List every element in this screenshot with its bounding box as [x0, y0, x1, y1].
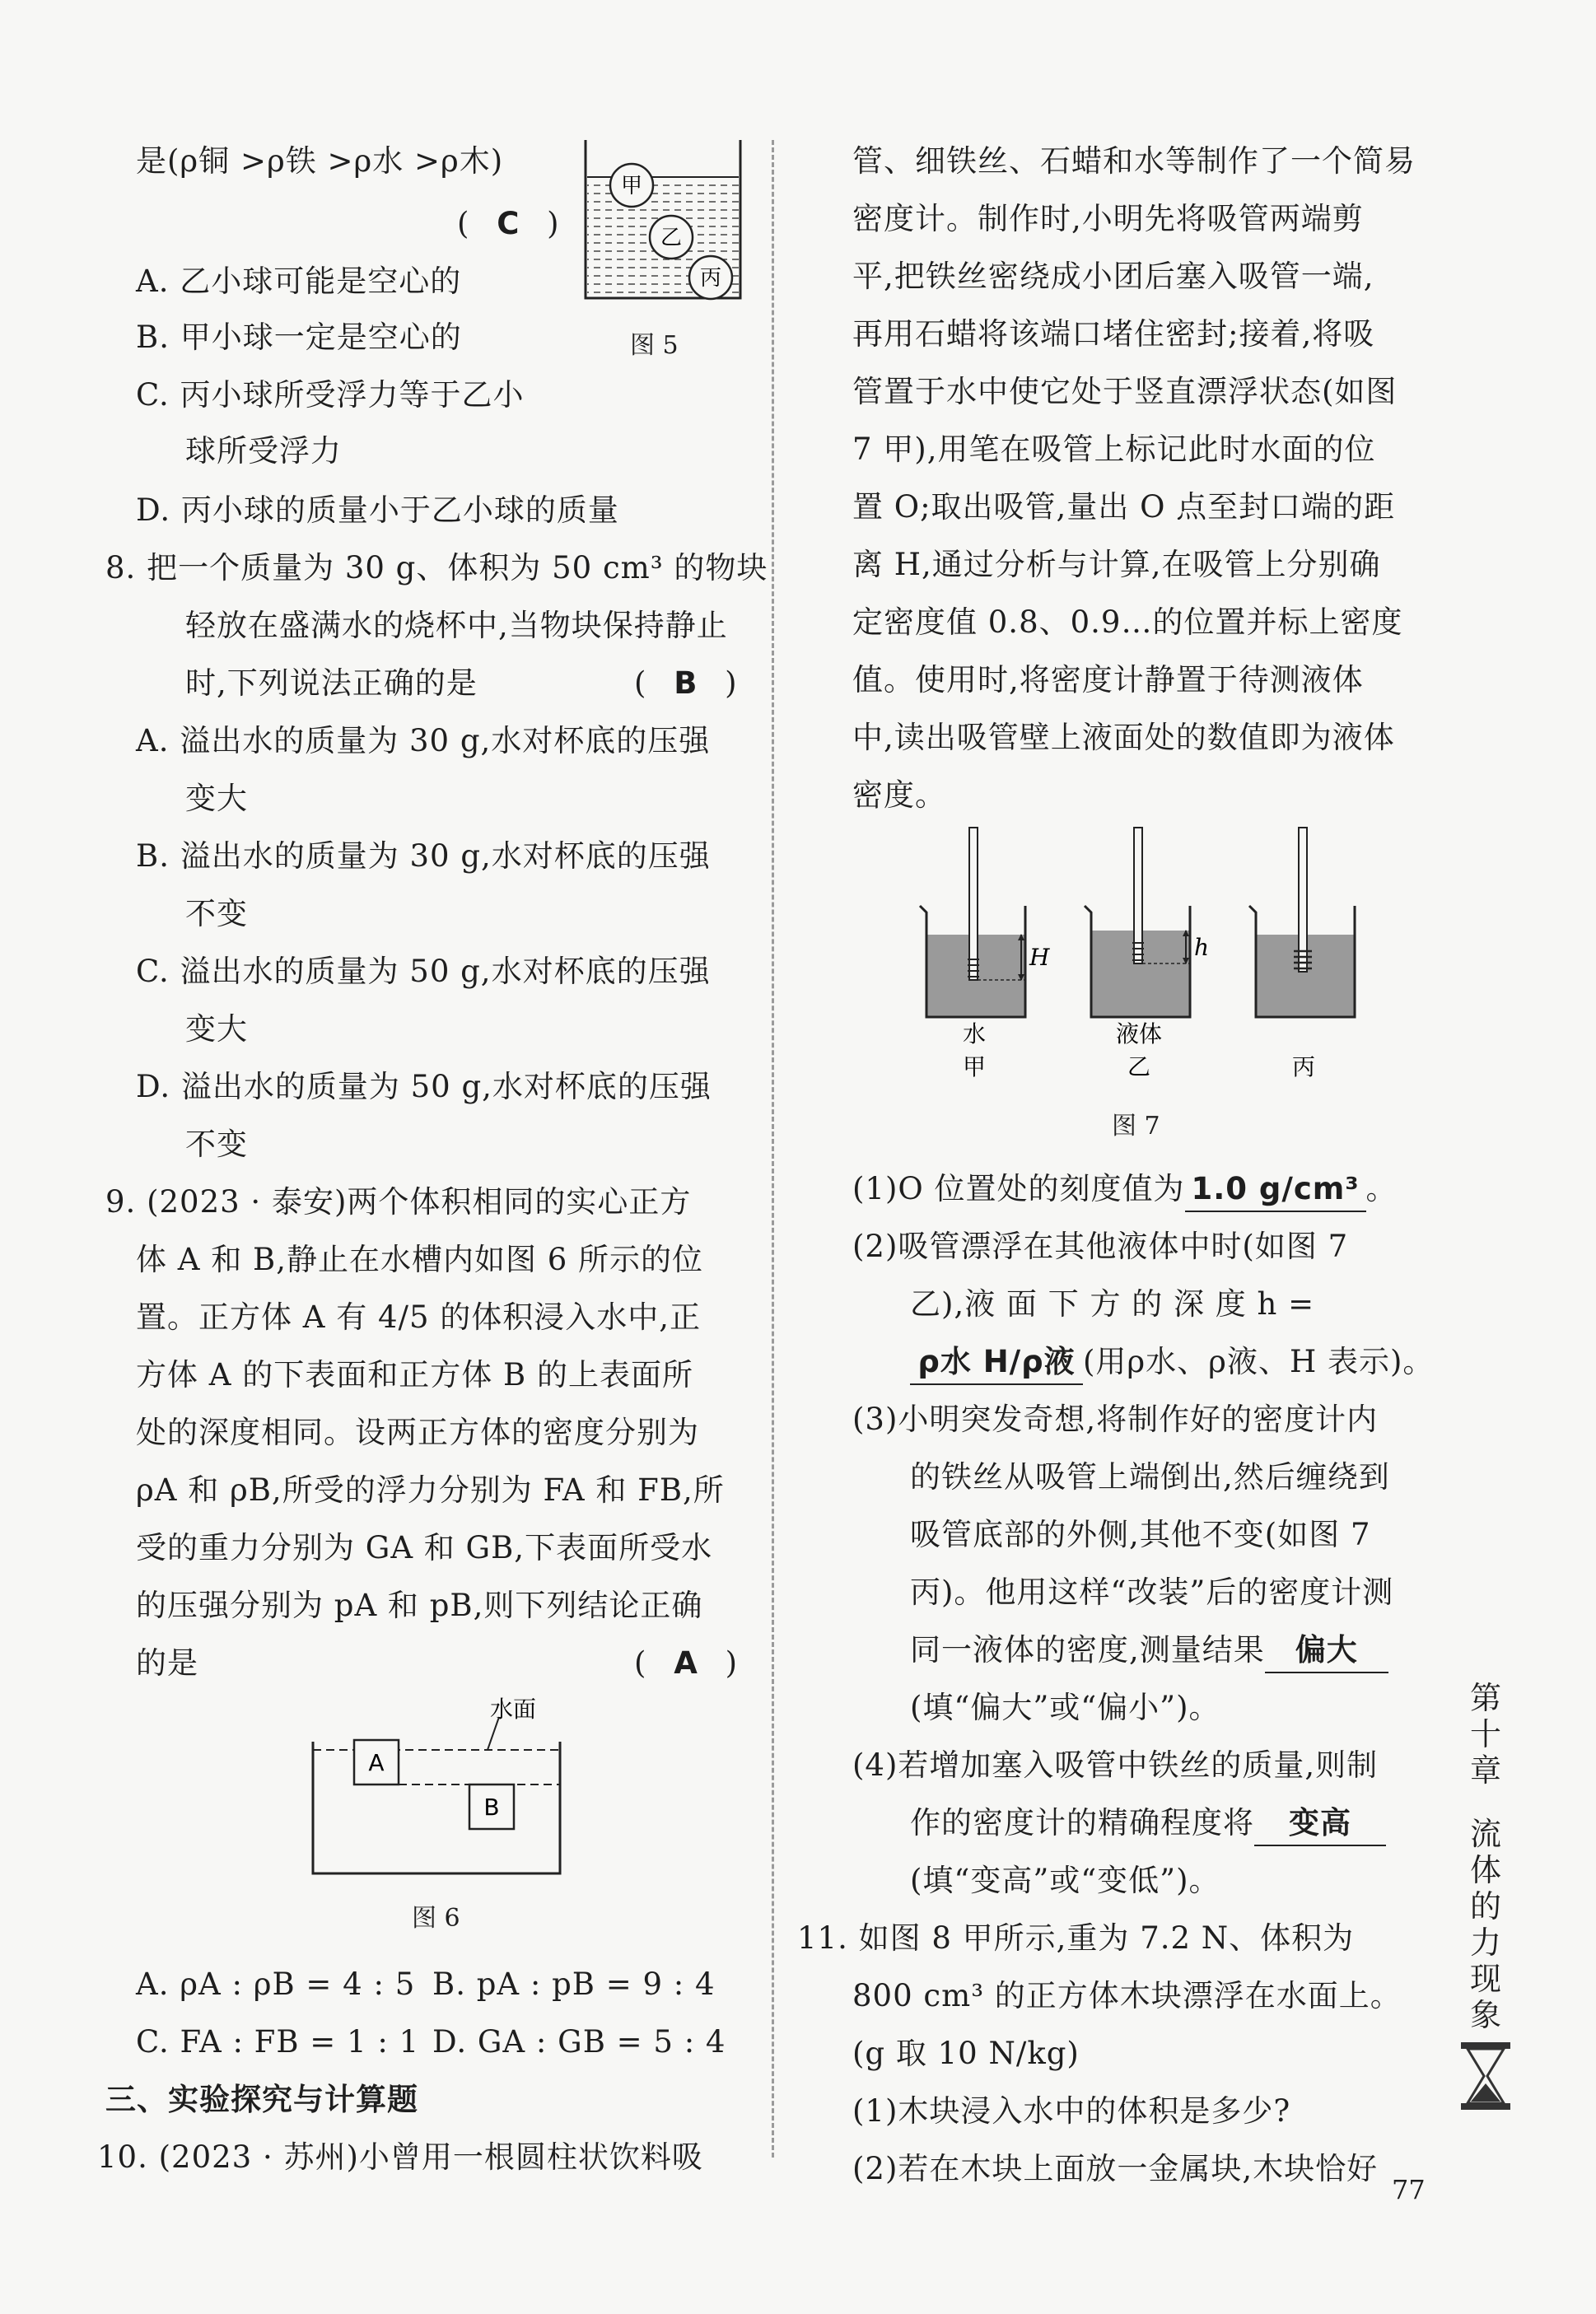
q8-answer-bracket: ( B )	[634, 665, 737, 701]
figure-5-caption: 图 5	[630, 331, 679, 360]
q11-stem-line: 11. 如图 8 甲所示,重为 7.2 N、体积为	[797, 1920, 1355, 1956]
q7-option-b: B. 甲小球一定是空心的	[136, 320, 462, 355]
q10-text-line: 定密度值 0.8、0.9…的位置并标上密度	[852, 604, 1403, 640]
height-label-h: h	[1194, 934, 1210, 961]
ball-jia-label: 甲	[620, 174, 643, 198]
q9-option-a: A. ρA : ρB = 4 : 5	[136, 1966, 416, 2002]
q8-option-a: A. 溢出水的质量为 30 g,水对杯底的压强	[136, 723, 711, 758]
q9-stem-line: 9. (2023 · 泰安)两个体积相同的实心正方	[105, 1184, 692, 1220]
page-number: 77	[1392, 2174, 1426, 2205]
ball-yi-label: 乙	[660, 226, 683, 250]
q10-sub3-cont: 同一液体的密度,测量结果 偏大	[910, 1629, 1388, 1673]
q7-option-a: A. 乙小球可能是空心的	[136, 264, 462, 299]
q10-sub3-cont: 吸管底部的外侧,其他不变(如图 7	[910, 1517, 1371, 1552]
q9-stem-line: 置。正方体 A 有 4/5 的体积浸入水中,正	[136, 1299, 702, 1335]
q9-stem-line: 处的深度相同。设两正方体的密度分别为	[136, 1415, 699, 1450]
q9-answer-bracket: ( A )	[634, 1645, 738, 1681]
q11-stem-line: 800 cm³ 的正方体木块漂浮在水面上。	[852, 1978, 1402, 2013]
beaker-2-liquid: 液体	[1115, 1020, 1163, 1047]
q8-answer: B	[674, 665, 698, 701]
figure-6-container	[305, 1692, 576, 1882]
q10-sub3-cont: 的铁丝从吸管上端倒出,然后缠绕到	[910, 1459, 1390, 1495]
q8-option-c-cont: 变大	[185, 1011, 248, 1047]
q10-sub2: (2)吸管漂浮在其他液体中时(如图 7	[852, 1229, 1349, 1264]
q11-sub1: (1)木块浸入水中的体积是多少?	[852, 2093, 1291, 2129]
water-surface-label: 水面	[490, 1696, 537, 1723]
height-label-H: H	[1029, 944, 1050, 971]
q11-sub2: (2)若在木块上面放一金属块,木块恰好	[852, 2151, 1379, 2186]
beaker-3-label: 丙	[1291, 1053, 1316, 1080]
q8-option-d-cont: 不变	[185, 1127, 248, 1162]
q10-sub2-cont: 乙),液 面 下 方 的 深 度 h =	[910, 1286, 1315, 1322]
q10-sub2-answer: ρ水 H/ρ液	[910, 1341, 1083, 1385]
q9-answer: A	[674, 1645, 698, 1681]
q9-option-d: D. GA : GB = 5 : 4	[432, 2024, 726, 2060]
q10-text-line: 7 甲),用笔在吸管上标记此时水面的位	[852, 432, 1376, 467]
q10-sub3-answer: 偏大	[1265, 1629, 1388, 1673]
q10-sub3-cont: (填“偏大”或“偏小”)。	[910, 1690, 1220, 1725]
q8-stem-line: 8. 把一个质量为 30 g、体积为 50 cm³ 的物块	[105, 550, 768, 585]
cube-b-label: B	[483, 1794, 500, 1821]
q8-option-d: D. 溢出水的质量为 50 g,水对杯底的压强	[136, 1069, 712, 1104]
q9-option-c: C. FA : FB = 1 : 1	[136, 2024, 420, 2060]
q8-stem-line: 轻放在盛满水的烧杯中,当物块保持静止	[185, 608, 728, 643]
section-title: 三、实验探究与计算题	[105, 2082, 418, 2117]
cube-a-label: A	[368, 1749, 385, 1776]
q8-stem-line: 时,下列说法正确的是	[185, 665, 478, 701]
q8-option-c: C. 溢出水的质量为 50 g,水对杯底的压强	[136, 954, 711, 989]
q10-text-line: 中,读出吸管壁上液面处的数值即为液体	[852, 720, 1395, 755]
q10-text-line: 管置于水中使它处于竖直漂浮状态(如图	[852, 374, 1398, 409]
q10-text-line: 值。使用时,将密度计静置于待测液体	[852, 662, 1364, 697]
beaker-1-label: 甲	[962, 1053, 987, 1080]
q10-text-line: 再用石蜡将该端口堵住密封;接着,将吸	[852, 316, 1375, 352]
q9-stem-line: 体 A 和 B,静止在水槽内如图 6 所示的位	[136, 1242, 704, 1277]
q9-stem-line: 受的重力分别为 GA 和 GB,下表面所受水	[136, 1530, 713, 1565]
q10-text-line: 密度。	[852, 777, 946, 813]
beaker-1-liquid: 水	[962, 1020, 987, 1047]
q7-answer: C	[497, 206, 520, 241]
q10-sub4-cont: (填“变高”或“变低”)。	[910, 1863, 1220, 1898]
q9-stem-line: 的压强分别为 pA 和 pB,则下列结论正确	[136, 1588, 703, 1623]
q10-sub3-cont: 丙)。他用这样“改装”后的密度计测	[910, 1575, 1394, 1610]
q9-option-b: B. pA : pB = 9 : 4	[432, 1966, 716, 2002]
side-tab-title: 流体的力现象	[1469, 1816, 1501, 2033]
q10-text-line: 置 O;取出吸管,量出 O 点至封口端的距	[852, 489, 1396, 525]
q9-stem-line: 方体 A 的下表面和正方体 B 的上表面所	[136, 1357, 693, 1393]
figure-5-container	[581, 140, 745, 309]
q7-stem-line: 是(ρ铜 >ρ铁 >ρ水 >ρ木)	[136, 143, 504, 179]
q8-option-a-cont: 变大	[185, 781, 248, 816]
q7-answer-bracket: ( C )	[457, 206, 559, 241]
beaker-2-label: 乙	[1127, 1053, 1151, 1080]
q10-text-line: 密度计。制作时,小明先将吸管两端剪	[852, 201, 1364, 236]
q10-text-line: 离 H,通过分析与计算,在吸管上分别确	[852, 547, 1381, 582]
q7-option-c: C. 丙小球所受浮力等于乙小	[136, 377, 525, 413]
q7-option-c-cont: 球所受浮力	[185, 433, 342, 469]
q8-option-b: B. 溢出水的质量为 30 g,水对杯底的压强	[136, 838, 711, 874]
q10-text-line: 管、细铁丝、石蜡和水等制作了一个简易	[852, 143, 1416, 179]
column-divider	[772, 140, 774, 2158]
q10-sub4-cont: 作的密度计的精确程度将 变高	[910, 1802, 1386, 1846]
q10-sub3: (3)小明突发奇想,将制作好的密度计内	[852, 1402, 1379, 1437]
q10-sub1: (1)O 位置处的刻度值为 1.0 g/cm³ 。	[852, 1168, 1398, 1212]
q10-sub2-cont: ρ水 H/ρ液 (用ρ水、ρ液、H 表示)。	[910, 1341, 1434, 1385]
q11-stem-line: (g 取 10 N/kg)	[852, 2036, 1080, 2071]
q9-stem-line: 的是	[136, 1645, 198, 1681]
q7-option-d: D. 丙小球的质量小于乙小球的质量	[136, 492, 619, 528]
q10-intro: 10. (2023 · 苏州)小曾用一根圆柱状饮料吸	[97, 2139, 703, 2175]
q10-sub4: (4)若增加塞入吸管中铁丝的质量,则制	[852, 1747, 1379, 1783]
q9-stem-line: ρA 和 ρB,所受的浮力分别为 FA 和 FB,所	[136, 1472, 725, 1508]
q10-sub1-answer: 1.0 g/cm³	[1185, 1168, 1366, 1212]
figure-6-caption: 图 6	[412, 1904, 460, 1933]
q10-sub4-answer: 变高	[1254, 1802, 1386, 1846]
figure-7-caption: 图 7	[1112, 1112, 1160, 1141]
hourglass-icon	[1459, 2041, 1512, 2111]
side-tab-chapter: 第十章	[1469, 1680, 1501, 1789]
q10-text-line: 平,把铁丝密绕成小团后塞入吸管一端,	[852, 259, 1374, 294]
ball-bing-label: 丙	[699, 266, 722, 291]
q8-option-b-cont: 不变	[185, 896, 248, 931]
figure-7-container	[918, 823, 1379, 1095]
